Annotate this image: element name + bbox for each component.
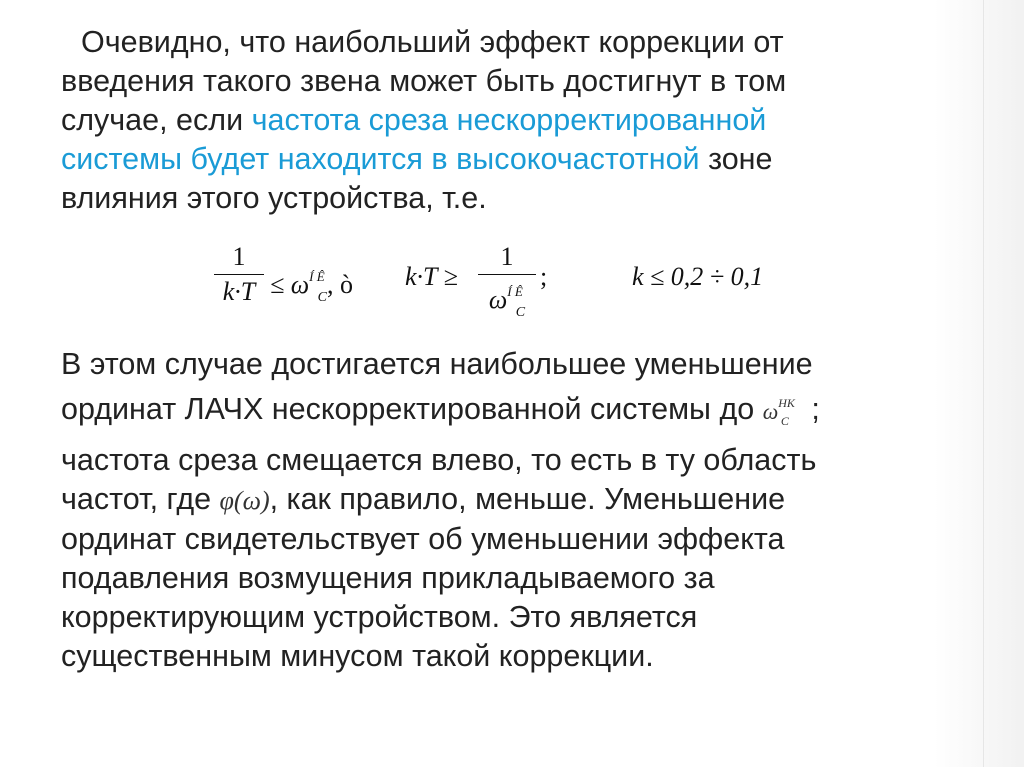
paragraph-2-line-3: частота среза смещается влево, то есть в ту область	[61, 443, 817, 477]
formula-2-fraction-bar	[478, 274, 536, 275]
paragraph-1-line-5: влияния этого устройства, т.е.	[61, 181, 487, 215]
formula-1-subscript: C	[317, 290, 328, 305]
formula-1-tail: , ò	[327, 270, 354, 299]
formula-2-numerator: 1	[500, 242, 514, 271]
paragraph-2-line-8: существенным минусом такой коррекции.	[61, 639, 654, 673]
formula-2-lhs: k·T ≥	[405, 262, 458, 291]
paragraph-1	[61, 23, 961, 218]
formula-2-superscript: Í Ê	[507, 284, 523, 300]
formula-2-subscript: C	[515, 305, 526, 321]
formula-2-tail: ;	[540, 262, 548, 291]
paragraph-1-line-4	[61, 140, 961, 179]
formula-1-relation-text: ≤ ω	[270, 270, 310, 299]
paragraph-2-line-4	[61, 480, 961, 520]
omega-nk-base: ω	[762, 399, 779, 424]
paragraph-2-line-2	[61, 384, 961, 441]
paragraph-1-line-3-text: случае, если	[61, 103, 252, 137]
paragraph-2-line-2-tail: ;	[802, 392, 820, 426]
formula-1-denominator: k·T	[222, 277, 256, 307]
omega-nk-superscript: НК	[778, 396, 795, 410]
formula-2-fraction	[478, 242, 536, 328]
highlight-high-frequency-zone: системы будет находится в высокочастотной	[61, 142, 700, 176]
paragraph-2	[61, 345, 961, 676]
highlight-cutoff-frequency: частота среза нескорректированной	[251, 103, 767, 137]
paragraph-2-line-7: корректирующим устройством. Это является	[61, 600, 698, 634]
formula-2-denominator	[478, 277, 536, 328]
paragraph-1-line-3	[61, 101, 961, 140]
formula-1-relation	[270, 262, 353, 313]
paragraph-2-line-4-tail: , как правило, меньше. Уменьшение	[269, 482, 786, 516]
formula-1-fraction	[214, 242, 264, 307]
omega-nk-symbol	[762, 384, 795, 441]
formula-2-denominator-base: ω	[488, 285, 508, 315]
phase-function-symbol: φ(ω)	[219, 486, 270, 515]
paragraph-2-line-6: подавления возмущения прикладываемого за	[61, 561, 715, 595]
paragraph-2-line-5: ординат свидетельствует об уменьшении эффекта	[61, 522, 785, 556]
paragraph-2-line-2-text: ординат ЛАЧХ нескорректированной системы до	[61, 392, 763, 426]
formula-1-fraction-bar	[214, 274, 264, 275]
paragraph-1-line-1: Очевидно, что наибольший эффект коррекции от	[81, 25, 784, 59]
slide-decoration-line	[983, 0, 984, 767]
paragraph-2-line-1: В этом случае достигается наибольшее уменьшение	[61, 347, 813, 381]
formula-1-superscript: Í Ê	[309, 269, 325, 284]
omega-nk-subscript: C	[780, 414, 789, 428]
paragraph-1-line-2: введения такого звена может быть достигнут в том	[61, 64, 787, 98]
paragraph-2-line-4-text: частот, где	[61, 482, 220, 516]
formula-3: k ≤ 0,2 ÷ 0,1	[632, 262, 764, 291]
paragraph-1-line-4-text: зоне	[699, 142, 773, 176]
formula-1-numerator: 1	[232, 242, 246, 271]
